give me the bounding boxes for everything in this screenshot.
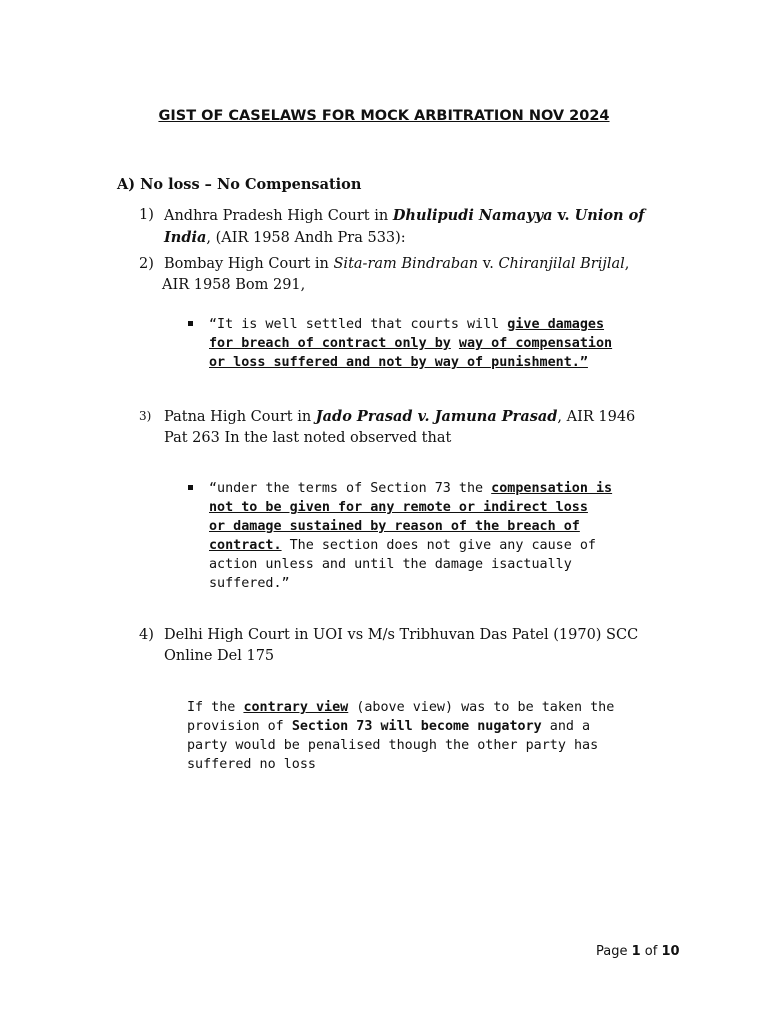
case-name: Jado Prasad v. Jamuna Prasad	[315, 408, 558, 425]
case-item-3: 3) Patna High Court in Jado Prasad v. Jamuna Prasad, AIR 1946 Pat 263 In the last noted observed that	[139, 408, 636, 446]
case-name: Dhulipudi Namayya	[392, 207, 553, 224]
item-number: 1)	[139, 207, 154, 223]
document-title: GIST OF CASELAWS FOR MOCK ARBITRATION NOV 2024	[158, 108, 610, 124]
bullet-icon	[188, 485, 193, 490]
item-number: 3)	[139, 409, 152, 423]
case-item-2: 2) Bombay High Court in Sita-ram Bindraban v. Chiranjilal Brijlal, AIR 1958 Bom 291,	[139, 256, 630, 293]
page-number: Page 1 of 10	[596, 944, 680, 959]
item-number: 2)	[139, 256, 154, 272]
quote-block: If the contrary view (above view) was to be taken the provision of Section 73 will become nugatory and a party would be penalised though the other party has suffered no loss	[187, 700, 615, 772]
case-item-1: 1) Andhra Pradesh High Court in Dhulipudi Namayya v. Union of India, (AIR 1958 Andh Pra 533):	[139, 207, 645, 246]
case-item-4: 4) Delhi High Court in UOI vs M/s Tribhuvan Das Patel (1970) SCC Online Del 175	[139, 627, 639, 664]
item-number: 4)	[139, 627, 154, 643]
quote-block: “It is well settled that courts will give damages for breach of contract only by way of compensation or loss suffered and not by way of punishment.”	[209, 317, 613, 370]
section-heading: A) No loss – No Compensation	[117, 176, 362, 193]
case-name: Sita-ram Bindraban	[333, 256, 479, 272]
quote-block: “under the terms of Section 73 the compensation is not to be given for any remote or indirect loss or damage sustained by reason of the breach of contract. The section does not give any cause of action unless and until the damage isactually suffered.”	[209, 481, 613, 591]
bullet-icon	[188, 321, 193, 326]
